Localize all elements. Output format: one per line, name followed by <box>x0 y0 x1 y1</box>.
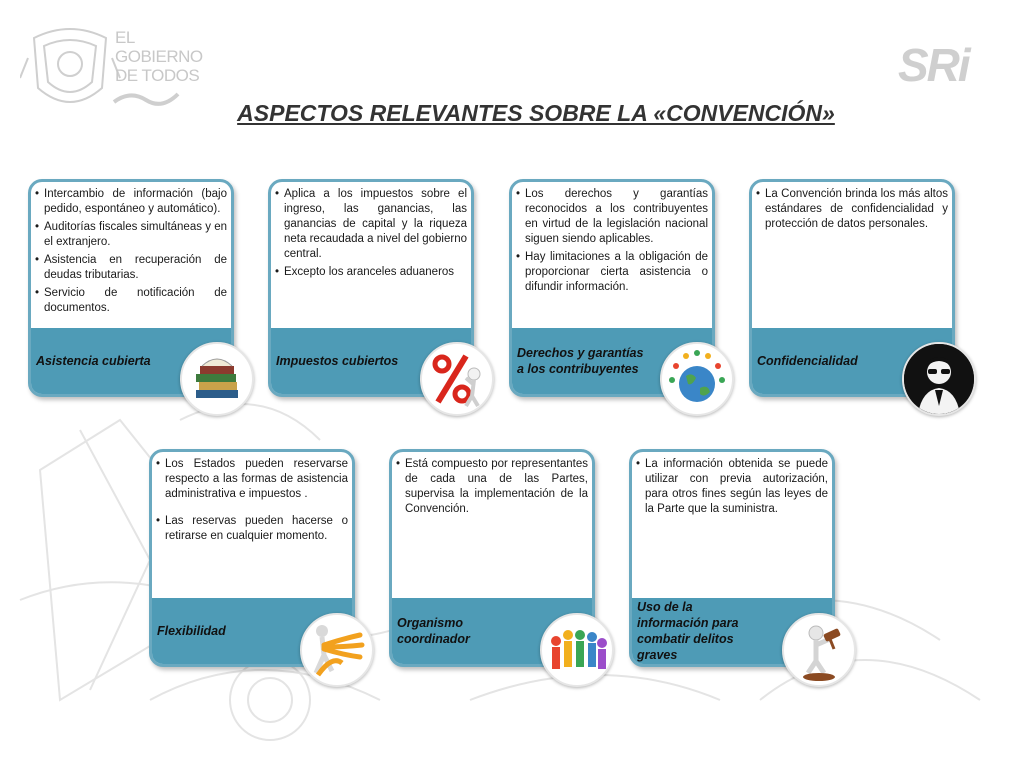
card-body <box>632 452 832 604</box>
books-icon <box>180 342 254 416</box>
card-label: Flexibilidad <box>157 624 226 638</box>
card-label: Asistencia cubierta <box>36 354 151 368</box>
bullet-item: • Aplica a los impuestos sobre el ingreso, las ganancias, las ganancias de capital y la riqueza neta recaudada a nivel del gobierno central. <box>275 187 467 262</box>
card-label: Confidencialidad <box>757 354 858 368</box>
card-body <box>392 452 592 604</box>
bullet-item: • Los Estados pueden reservarse respecto a las formas de asistencia administrativa e impuestos . <box>156 457 348 502</box>
bullet-item: • Las reservas pueden hacerse o retirarse en cualquier momento. <box>156 514 348 544</box>
bullet-item: • La información obtenida se puede utilizar con previa autorización, para otros fines según las leyes de la Parte que la suministra. <box>636 457 828 517</box>
card-label: Organismo coordinador <box>397 616 470 646</box>
flexible-figure-icon <box>300 613 374 687</box>
card-body <box>512 182 712 334</box>
bullet-item: • Hay limitaciones a la obligación de proporcionar cierta asistencia o difundir información. <box>516 250 708 295</box>
agent-icon <box>902 342 976 416</box>
globe-people-icon <box>660 342 734 416</box>
page-title: ASPECTOS RELEVANTES SOBRE LA «CONVENCIÓN» <box>237 100 835 126</box>
card-body <box>152 452 352 604</box>
people-circle-icon <box>540 613 614 687</box>
bullet-item: • La Convención brinda los más altos estándares de confidencialidad y protección de datos personales. <box>756 187 948 232</box>
card-body <box>752 182 952 334</box>
bullet-item: • Los derechos y garantías reconocidos a los contribuyentes en virtud de la legislación nacional siguen siendo aplicables. <box>516 187 708 247</box>
card-body <box>271 182 471 334</box>
card-label: Uso de la información para combatir delitos graves <box>637 600 739 662</box>
percent-figure-icon <box>420 342 494 416</box>
card-body <box>31 182 231 334</box>
bullet-item: • Está compuesto por representantes de cada una de las Partes, supervisa la implementación de la Convención. <box>396 457 588 517</box>
sri-logo: SRi <box>898 39 969 91</box>
government-logo-text: EL GOBIERNO DE TODOS <box>115 28 203 85</box>
bullet-item: • Excepto los aranceles aduaneros <box>275 265 467 280</box>
bullet-item: • Asistencia en recuperación de deudas tributarias. <box>35 253 227 283</box>
card-label: Impuestos cubiertos <box>276 354 399 368</box>
card-label: Derechos y garantías a los contribuyentes <box>517 346 644 376</box>
bullet-item: • Intercambio de información (bajo pedido, espontáneo y automático). <box>35 187 227 217</box>
bullet-item: • Servicio de notificación de documentos. <box>35 286 227 316</box>
gavel-figure-icon <box>782 613 856 687</box>
bullet-item: • Auditorías fiscales simultáneas y en el extranjero. <box>35 220 227 250</box>
